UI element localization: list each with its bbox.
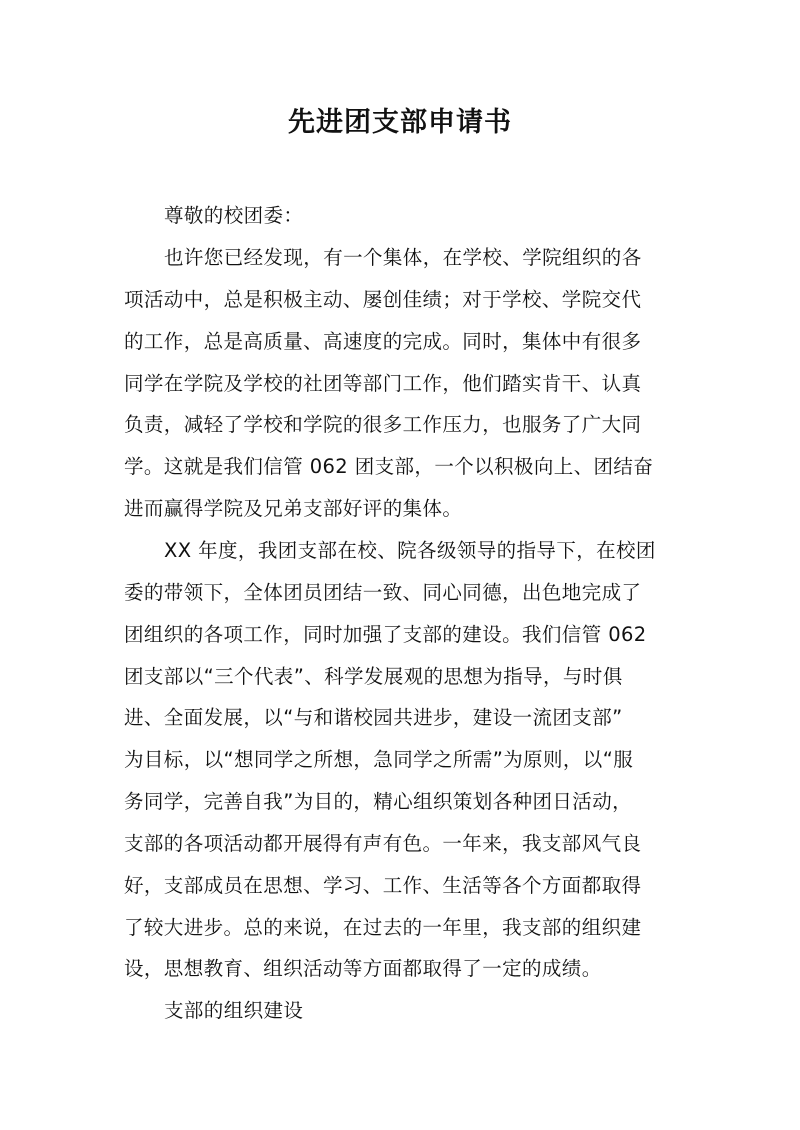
paragraph-line: 务同学，完善自我”为目的，精心组织策划各种团日活动， <box>124 790 633 813</box>
salutation: 尊敬的校团委： <box>164 204 304 227</box>
paragraph-line: 了较大进步。总的来说，在过去的一年里，我支部的组织建 <box>124 916 642 939</box>
section-heading: 支部的组织建设 <box>164 999 304 1022</box>
paragraph-line: 为目标，以“想同学之所想，急同学之所需”为原则，以“服 <box>124 748 634 771</box>
paragraph-line: 进、全面发展，以“与和谐校园共进步，建设一流团支部” <box>124 706 623 729</box>
document-title: 先进团支部申请书 <box>288 107 512 138</box>
paragraph-line: 学。这就是我们信管 062 团支部，一个以积极向上、团结奋 <box>124 455 654 478</box>
paragraph-line: 的工作，总是高质量、高速度的完成。同时，集体中有很多 <box>124 330 642 353</box>
paragraph-line: 好，支部成员在思想、学习、工作、生活等各个方面都取得 <box>124 874 642 897</box>
paragraph-line: 设，思想教育、组织活动等方面都取得了一定的成绩。 <box>124 957 602 980</box>
paragraph-line: 支部的各项活动都开展得有声有色。一年来，我支部风气良 <box>124 832 642 855</box>
paragraph-line: 同学在学院及学校的社团等部门工作，他们踏实肯干、认真 <box>124 372 642 395</box>
paragraph-line: 负责，减轻了学校和学院的很多工作压力，也服务了广大同 <box>124 413 642 436</box>
paragraph-line: 项活动中，总是积极主动、屡创佳绩；对于学校、学院交代 <box>124 288 642 311</box>
paragraph-line: 团组织的各项工作，同时加强了支部的建设。我们信管 062 <box>124 623 647 646</box>
paragraph-line: 进而赢得学院及兄弟支部好评的集体。 <box>124 497 463 520</box>
paragraph-line: XX 年度，我团支部在校、院各级领导的指导下，在校团 <box>164 539 656 562</box>
paragraph-line: 团支部以“三个代表”、科学发展观的思想为指导，与时俱 <box>124 665 623 688</box>
paragraph-line: 委的带领下，全体团员团结一致、同心同德，出色地完成了 <box>124 581 642 604</box>
paragraph-line: 也许您已经发现，有一个集体，在学校、学院组织的各 <box>164 246 642 269</box>
